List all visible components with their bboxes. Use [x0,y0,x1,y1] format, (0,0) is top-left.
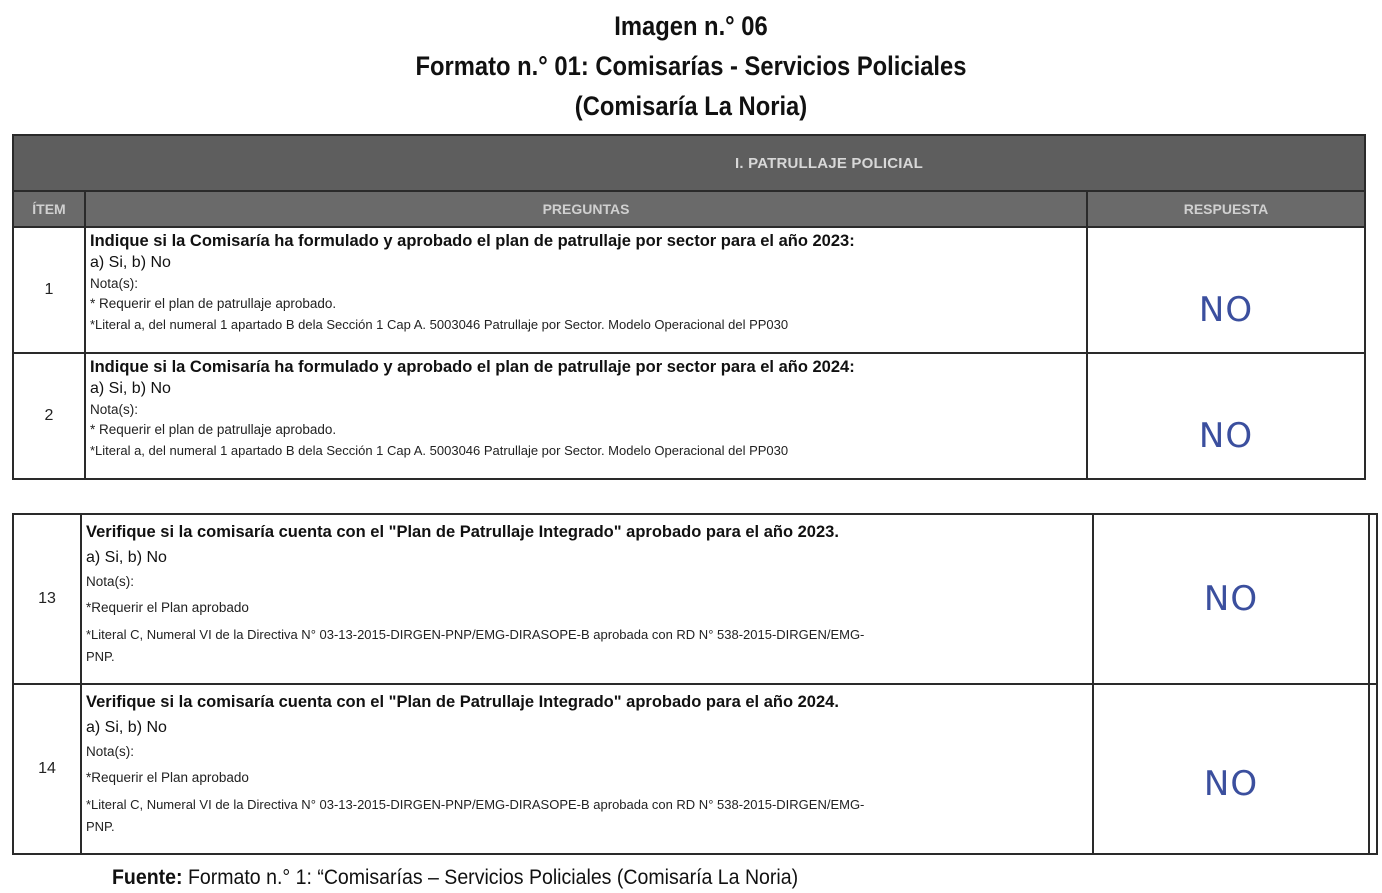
question-text: Indique si la Comisaría ha formulado y aprobado el plan de patrullaje por sector para el año 2023: [90,232,855,250]
image-title-block [0,6,1382,126]
answer-handwritten: NO [1087,227,1365,353]
column-header-preguntas: PREGUNTAS [85,191,1087,227]
cell-edge [1369,684,1377,854]
question-cell [81,684,1093,854]
row-item-number: 1 [13,227,85,353]
answer-handwritten: NO [1093,514,1369,684]
question-options: a) Si, b) No [86,549,167,566]
note-line: *Literal a, del numeral 1 apartado B dela Sección 1 Cap A. 5003046 Patrullaje por Sector. Modelo Operacional del PP030 [90,443,789,458]
cell-edge [1369,514,1377,684]
section-title: I. PATRULLAJE POLICIAL [735,154,924,172]
table-row [13,514,1377,684]
answer-handwritten: NO [1087,353,1365,479]
image-number-title: Imagen n.° 06 [614,11,768,41]
column-header-item: ÍTEM [13,191,85,227]
note-line: *Literal a, del numeral 1 apartado B dela Sección 1 Cap A. 5003046 Patrullaje por Sector. Modelo Operacional del PP030 [90,317,789,332]
note-line: *Literal C, Numeral VI de la Directiva N° 03-13-2015-DIRGEN-PNP/EMG-DIRASOPE-B aprobada con RD N° 538-2015-DIRGEN/EMG- [86,627,865,642]
table-row [13,227,1365,353]
note-line: *Requerir el Plan aprobado [86,770,249,785]
question-cell [85,353,1087,479]
table-row [13,684,1377,854]
source-text: Formato n.° 1: “Comisarías – Servicios Policiales (Comisaría La Noria) [182,866,799,889]
note-line: * Requerir el plan de patrullaje aprobado. [90,422,337,437]
note-label: Nota(s): [90,276,139,291]
question-options: a) Si, b) No [90,380,171,397]
question-options: a) Si, b) No [90,254,171,271]
question-text: Verifique si la comisaría cuenta con el "Plan de Patrullaje Integrado" aprobado para el año 2024. [86,693,839,711]
note-line: *Literal C, Numeral VI de la Directiva N° 03-13-2015-DIRGEN-PNP/EMG-DIRASOPE-B aprobada con RD N° 538-2015-DIRGEN/EMG- [86,797,865,812]
patrol-form-table-bottom [12,513,1378,855]
note-line: PNP. [86,819,115,834]
question-options: a) Si, b) No [86,719,167,736]
row-item-number: 14 [13,684,81,854]
row-item-number: 2 [13,353,85,479]
question-text: Verifique si la comisaría cuenta con el "Plan de Patrullaje Integrado" aprobado para el año 2023. [86,523,839,541]
row-item-number: 13 [13,514,81,684]
patrol-form-table-top [12,134,1366,480]
format-title: Formato n.° 01: Comisarías - Servicios Policiales [415,51,967,81]
table-row [13,353,1365,479]
source-label: Fuente: [112,866,183,889]
question-cell [85,227,1087,353]
note-line: PNP. [86,649,115,664]
question-cell [81,514,1093,684]
note-label: Nota(s): [86,574,135,589]
note-line: *Requerir el Plan aprobado [86,600,249,615]
format-subtitle: (Comisaría La Noria) [574,91,808,121]
note-line: * Requerir el plan de patrullaje aprobado. [90,296,337,311]
section-header [13,135,1365,191]
note-label: Nota(s): [86,744,135,759]
note-label: Nota(s): [90,402,139,417]
source-footer [112,866,798,890]
question-text: Indique si la Comisaría ha formulado y aprobado el plan de patrullaje por sector para el año 2024: [90,358,855,376]
answer-handwritten: NO [1093,684,1369,854]
column-header-respuesta: RESPUESTA [1087,191,1365,227]
